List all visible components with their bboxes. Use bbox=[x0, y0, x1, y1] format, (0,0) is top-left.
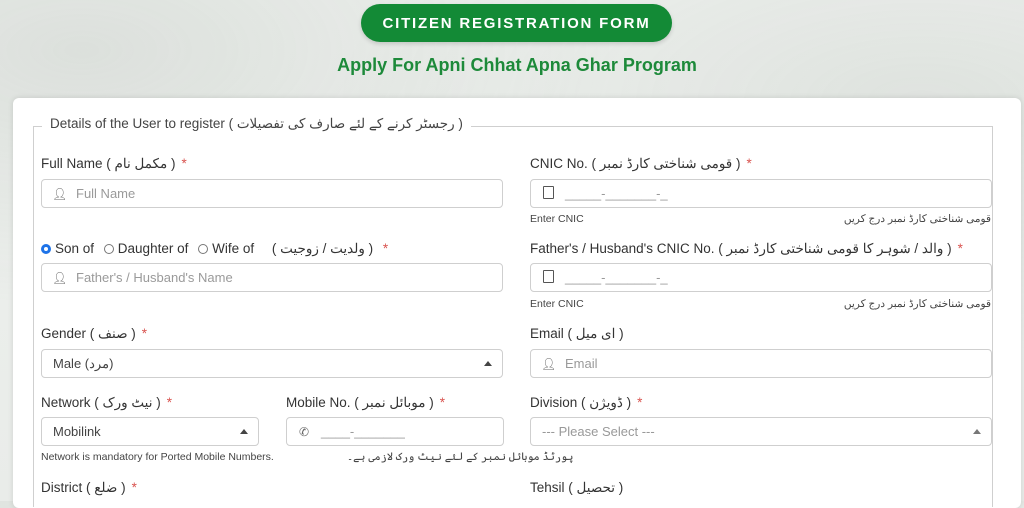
full-name-input[interactable]: 👤︎ Full Name bbox=[41, 179, 503, 208]
cnic-input[interactable]: _____-_______-_ bbox=[530, 179, 992, 208]
document-icon bbox=[541, 270, 555, 286]
email-input[interactable]: 👤︎ Email bbox=[530, 349, 992, 378]
daughter-of-radio[interactable]: Daughter of bbox=[104, 241, 189, 256]
user-icon: 👤︎ bbox=[52, 270, 68, 285]
son-of-radio[interactable]: Son of bbox=[41, 241, 94, 256]
network-hint: Network is mandatory for Ported Mobile Numbers. bbox=[41, 451, 274, 463]
radio-icon bbox=[198, 244, 208, 254]
gender-label: Gender ( صنف ) * bbox=[41, 326, 148, 341]
full-name-label: Full Name ( مکمل نام ) * bbox=[41, 156, 187, 171]
mobile-label: Mobile No. ( موبائل نمبر ) * bbox=[286, 395, 445, 410]
tehsil-label: Tehsil ( تحصیل ) bbox=[530, 480, 624, 495]
dropdown-arrow-icon bbox=[240, 429, 248, 434]
radio-selected-icon bbox=[41, 244, 51, 254]
cnic-hint: Enter CNIC bbox=[530, 213, 584, 225]
phone-icon: ✆ bbox=[298, 424, 310, 439]
network-label: Network ( نیٹ ورک ) * bbox=[41, 395, 172, 410]
email-label: Email ( ای میل ) bbox=[530, 326, 624, 341]
cnic-label: CNIC No. ( قومی شناختی کارڈ نمبر ) * bbox=[530, 156, 752, 171]
citizen-registration-form-button[interactable]: CITIZEN REGISTRATION FORM bbox=[361, 4, 672, 42]
division-select[interactable]: --- Please Select --- bbox=[530, 417, 992, 446]
father-husband-name-input[interactable]: 👤︎ Father's / Husband's Name bbox=[41, 263, 503, 292]
user-icon: 👤︎ bbox=[541, 356, 557, 371]
father-cnic-urdu-hint: قومی شناختی کارڈ نمبر درج کریں bbox=[843, 298, 991, 310]
network-select[interactable]: Mobilink bbox=[41, 417, 259, 446]
radio-icon bbox=[104, 244, 114, 254]
wife-of-radio[interactable]: Wife of bbox=[198, 241, 254, 256]
cnic-urdu-hint: قومی شناختی کارڈ نمبر درج کریں bbox=[843, 213, 991, 225]
father-cnic-input[interactable]: _____-_______-_ bbox=[530, 263, 992, 292]
father-cnic-hint: Enter CNIC bbox=[530, 298, 584, 310]
division-label: Division ( ڈویژن ) * bbox=[530, 395, 643, 410]
user-icon: 👤︎ bbox=[52, 186, 68, 201]
dropdown-arrow-icon bbox=[484, 361, 492, 366]
district-label: District ( ضلع ) * bbox=[41, 480, 137, 495]
program-subtitle: Apply For Apni Chhat Apna Ghar Program bbox=[337, 55, 697, 75]
dropdown-arrow-icon bbox=[973, 429, 981, 434]
form-legend: Details of the User to register ( رجسٹر کرنے کے لئے صارف کی تفصیلات ) bbox=[42, 116, 471, 132]
document-icon bbox=[541, 186, 555, 202]
relation-urdu-label: ( ولدیت / زوجیت ) bbox=[271, 241, 374, 256]
father-cnic-label: Father's / Husband's CNIC No. ( والد / شوہر کا قومی شناختی کارڈ نمبر ) * bbox=[530, 241, 963, 256]
mobile-urdu-hint: پورٹڈ موبائل نمبر کے لئے نیٹ ورک لازمی ہے۔ bbox=[347, 451, 574, 463]
mobile-input[interactable]: ✆ ____-_______ bbox=[286, 417, 504, 446]
relation-radio-group: Son of Daughter of Wife of ( ولدیت / زوجیت ) * bbox=[41, 241, 388, 257]
gender-select[interactable]: Male (مرد) bbox=[41, 349, 503, 378]
